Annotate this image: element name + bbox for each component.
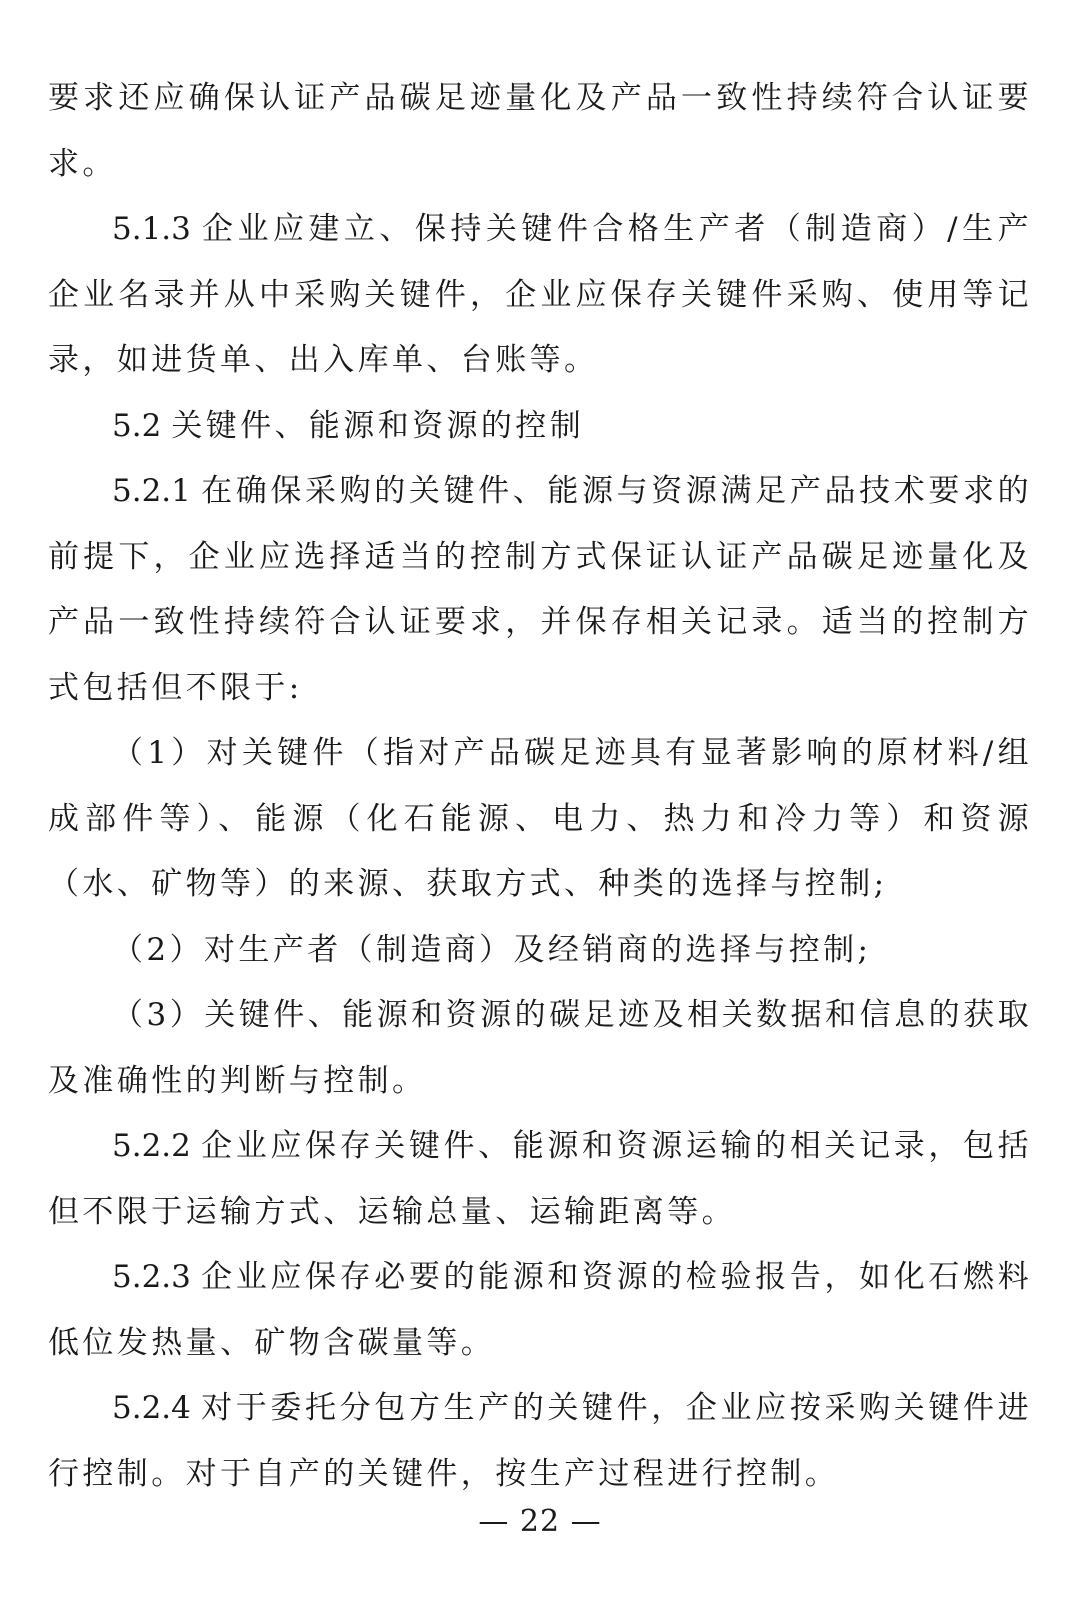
paragraph-text: 要求还应确保认证产品碳足迹量化及产品一致性持续符合认证要求。 <box>48 80 1032 182</box>
paragraph-text: 对于委托分包方生产的关键件，企业应按采购关键件进行控制。对于自产的关键件，按生产过程进行控制。 <box>48 1390 1032 1492</box>
paragraph-text: 企业应保存关键件、能源和资源运输的相关记录，包括但不限于运输方式、运输总量、运输距离等。 <box>48 1128 1032 1230</box>
section-heading-text: 关键件、能源和资源的控制 <box>171 407 585 444</box>
paragraph-text: 企业应保存必要的能源和资源的检验报告，如化石燃料低位发热量、矿物含碳量等。 <box>48 1259 1032 1361</box>
list-item-1 <box>48 721 1032 918</box>
paragraph-text: 在确保采购的关键件、能源与资源满足产品技术要求的前提下，企业应选择适当的控制方式保证认证产品碳足迹量化及产品一致性持续符合认证要求，并保存相关记录。适当的控制方式包括但不限于: <box>48 473 1032 706</box>
list-item-3 <box>48 983 1032 1114</box>
heading-5-2 <box>48 394 1032 460</box>
paragraph-5-1-3 <box>48 197 1032 394</box>
paragraph-continuation <box>48 66 1032 197</box>
list-item-2 <box>48 918 1032 984</box>
paragraph-5-2-2 <box>48 1114 1032 1245</box>
section-number: 5.2.4 <box>112 1390 191 1426</box>
section-number: 5.1.3 <box>112 211 191 247</box>
list-item-text: （2）对生产者（制造商）及经销商的选择与控制; <box>112 931 872 968</box>
paragraph-5-2-3 <box>48 1245 1032 1376</box>
paragraph-5-2-4 <box>48 1376 1032 1507</box>
section-number: 5.2.3 <box>112 1259 191 1295</box>
section-number: 5.2.2 <box>112 1128 191 1164</box>
list-item-text: （3）关键件、能源和资源的碳足迹及相关数据和信息的获取及准确性的判断与控制。 <box>48 997 1032 1099</box>
list-item-text: （1）对关键件（指对产品碳足迹具有显著影响的原材料/组成部件等）、能源（化石能源、电力、热力和冷力等）和资源（水、矿物等）的来源、获取方式、种类的选择与控制; <box>48 735 1032 902</box>
section-number: 5.2 <box>112 407 162 444</box>
page-number: — 22 — <box>478 1504 602 1539</box>
paragraph-5-2-1 <box>48 459 1032 721</box>
section-number: 5.2.1 <box>112 473 191 509</box>
document-body <box>48 66 1032 1507</box>
paragraph-text: 企业应建立、保持关键件合格生产者（制造商）/生产企业名录并从中采购关键件，企业应保存关键件采购、使用等记录，如进货单、出入库单、台账等。 <box>48 211 1032 378</box>
